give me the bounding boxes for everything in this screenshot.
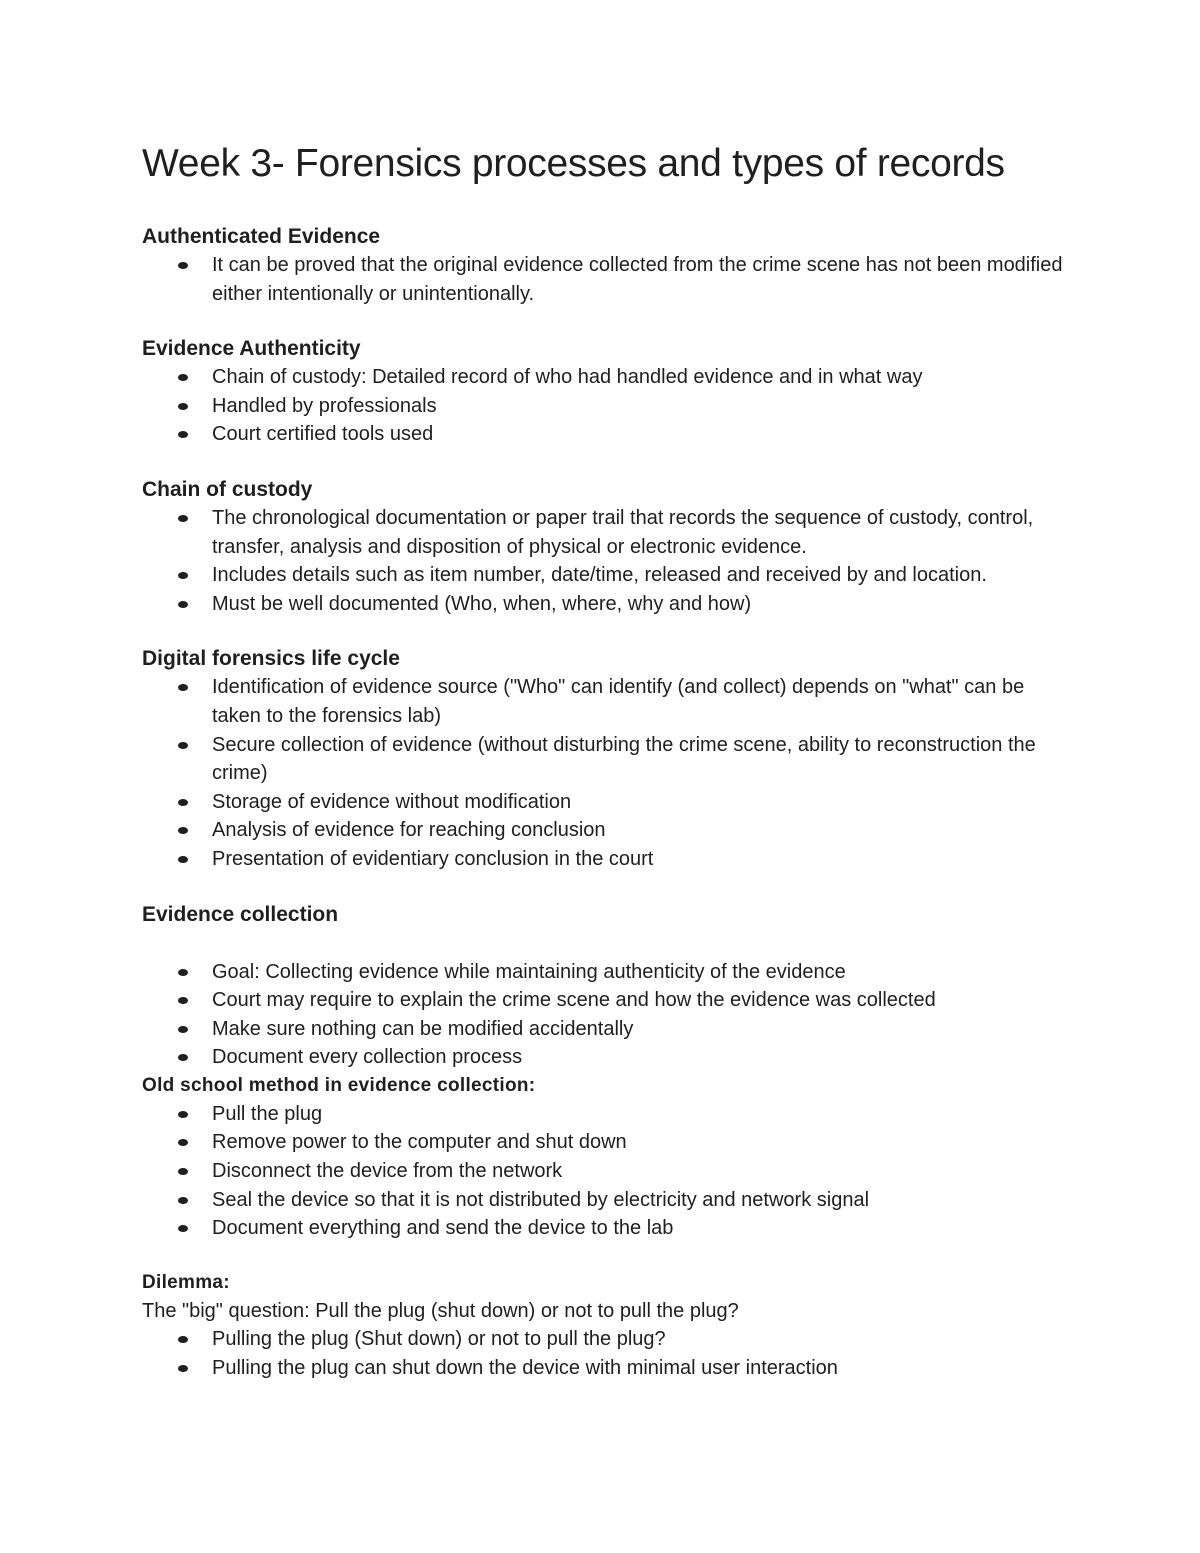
section-heading: Evidence collection — [142, 902, 339, 926]
bullet-list — [142, 504, 1072, 618]
bullet-icon — [178, 431, 188, 438]
list-item-text: Make sure nothing can be modified accidentally — [212, 1017, 634, 1040]
section-authenticated-evidence — [142, 222, 1072, 308]
list-item — [142, 363, 1072, 392]
list-item-text: Goal: Collecting evidence while maintaining authenticity of the evidence — [212, 960, 846, 983]
bullet-list — [142, 251, 1072, 308]
bullet-icon — [178, 1225, 188, 1232]
section-evidence-authenticity — [142, 334, 1072, 449]
list-item-text: Seal the device so that it is not distributed by electricity and network signal — [212, 1188, 870, 1211]
list-item — [142, 561, 1072, 590]
list-item-text: Must be well documented (Who, when, where, why and how) — [212, 592, 752, 615]
bullet-icon — [178, 1111, 188, 1118]
bullet-list — [142, 958, 1072, 1072]
list-item-text: Storage of evidence without modification — [212, 790, 572, 813]
bullet-icon — [178, 1139, 188, 1146]
list-item — [142, 1015, 1072, 1044]
bullet-icon — [178, 1026, 188, 1033]
bullet-icon — [178, 827, 188, 834]
section-digital-forensics-life-cycle — [142, 644, 1072, 873]
list-item — [142, 1325, 1072, 1354]
list-item — [142, 1214, 1072, 1243]
bullet-icon — [178, 1365, 188, 1372]
bullet-icon — [178, 1197, 188, 1204]
document-content — [142, 138, 1072, 1409]
bullet-icon — [178, 1054, 188, 1061]
list-item — [142, 958, 1072, 987]
list-item-text: Secure collection of evidence (without disturbing the crime scene, ability to reconstruction the crime) — [212, 733, 1036, 785]
bullet-list — [142, 673, 1072, 873]
list-item — [142, 1186, 1072, 1215]
section-evidence-collection — [142, 900, 1072, 1072]
section-old-school-method — [142, 1072, 1072, 1243]
bullet-icon — [178, 403, 188, 410]
list-item — [142, 1157, 1072, 1186]
bullet-icon — [178, 969, 188, 976]
section-subheading: Old school method in evidence collection: — [142, 1074, 536, 1096]
list-item-text: Remove power to the computer and shut down — [212, 1131, 627, 1154]
list-item-text: Court may require to explain the crime scene and how the evidence was collected — [212, 989, 936, 1012]
list-item-text: It can be proved that the original evidence collected from the crime scene has not been modified either intentionally or unintentionally. — [212, 254, 1063, 305]
paragraph: The "big" question: Pull the plug (shut down) or not to pull the plug? — [142, 1299, 739, 1322]
page-title: Week 3- Forensics processes and types of records — [142, 142, 1005, 185]
section-chain-of-custody — [142, 475, 1072, 618]
bullet-list — [142, 363, 1072, 449]
list-item-text: Handled by professionals — [212, 394, 437, 417]
list-item-text: The chronological documentation or paper trail that records the sequence of custody, control, transfer, analysis and disposition of physical or electronic evidence. — [212, 506, 1034, 558]
bullet-icon — [178, 262, 188, 269]
blank-line — [142, 929, 1072, 958]
list-item-text: Pulling the plug can shut down the device with minimal user interaction — [212, 1356, 838, 1379]
list-item-text: Analysis of evidence for reaching conclusion — [212, 819, 606, 842]
bullet-list — [142, 1100, 1072, 1243]
bullet-icon — [178, 601, 188, 608]
section-heading: Evidence Authenticity — [142, 337, 361, 361]
list-item-text: Presentation of evidentiary conclusion in the court — [212, 847, 654, 870]
list-item-text: Pulling the plug (Shut down) or not to pull the plug? — [212, 1328, 666, 1351]
list-item — [142, 845, 1072, 874]
list-item — [142, 1128, 1072, 1157]
bullet-icon — [178, 515, 188, 522]
list-item-text: Includes details such as item number, date/time, released and received by and location. — [212, 564, 987, 587]
list-item-text: Court certified tools used — [212, 423, 434, 446]
list-item — [142, 251, 1072, 308]
list-item — [142, 504, 1072, 561]
bullet-icon — [178, 572, 188, 579]
bullet-icon — [178, 997, 188, 1004]
list-item — [142, 590, 1072, 619]
section-heading: Digital forensics life cycle — [142, 647, 400, 671]
list-item-text: Document every collection process — [212, 1046, 523, 1069]
list-item — [142, 1354, 1072, 1383]
list-item-text: Chain of custody: Detailed record of who had handled evidence and in what way — [212, 366, 923, 389]
section-heading: Chain of custody — [142, 477, 313, 501]
bullet-icon — [178, 684, 188, 691]
list-item — [142, 986, 1072, 1015]
bullet-icon — [178, 1168, 188, 1175]
bullet-icon — [178, 856, 188, 863]
list-item — [142, 392, 1072, 421]
list-item — [142, 673, 1072, 730]
section-dilemma — [142, 1269, 1072, 1383]
bullet-list — [142, 1325, 1072, 1382]
list-item — [142, 420, 1072, 449]
bullet-icon — [178, 1336, 188, 1343]
list-item — [142, 788, 1072, 817]
list-item — [142, 731, 1072, 788]
section-heading: Authenticated Evidence — [142, 225, 381, 248]
list-item-text: Identification of evidence source ("Who" can identify (and collect) depends on "what" can be taken to the forensics lab) — [212, 676, 1025, 727]
section-subheading: Dilemma: — [142, 1271, 230, 1293]
list-item-text: Document everything and send the device to the lab — [212, 1217, 674, 1240]
bullet-icon — [178, 742, 188, 749]
bullet-icon — [178, 799, 188, 806]
list-item — [142, 1043, 1072, 1072]
list-item-text: Pull the plug — [212, 1102, 323, 1125]
bullet-icon — [178, 374, 188, 381]
list-item — [142, 1100, 1072, 1129]
list-item-text: Disconnect the device from the network — [212, 1160, 563, 1183]
list-item — [142, 816, 1072, 845]
